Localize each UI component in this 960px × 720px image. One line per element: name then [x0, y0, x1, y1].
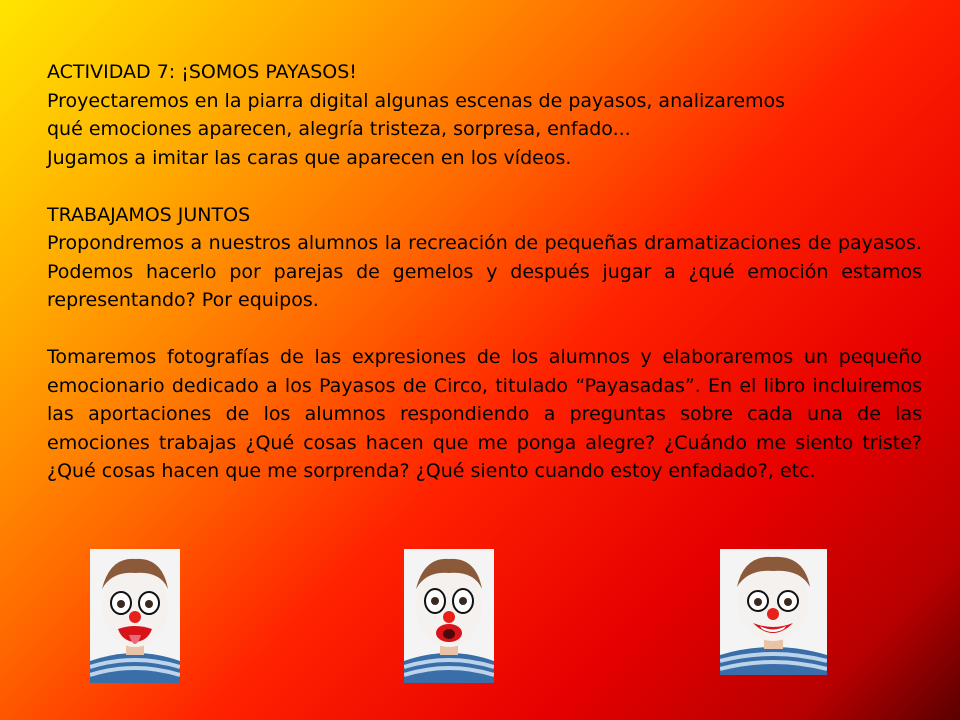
- clown-photo-tongue: [90, 549, 180, 683]
- spacer: [47, 315, 922, 344]
- together-paragraph: Propondremos a nuestros alumnos la recreación de pequeñas dramatizaciones de payasos. Podemos hacerlo por parejas de gemelos y después jugar a ¿qué emoción estamos representando? Por equipos.: [47, 232, 922, 311]
- clown-photo-surprise: [404, 549, 494, 683]
- clown-photo-happy: [720, 549, 827, 675]
- activity-title: ACTIVIDAD 7: ¡SOMOS PAYASOS!: [47, 61, 357, 83]
- spacer: [47, 172, 922, 201]
- activity-line-1: Proyectaremos en la piarra digital algunas escenas de payasos, analizaremos: [47, 89, 786, 112]
- photos-paragraph: Tomaremos fotografías de las expresiones de los alumnos y elaboraremos un pequeño emocionario dedicado a los Payasos de Circo, titulado “Payasadas”. En el libro incluiremos las aportaciones de los alumnos respondiendo a preguntas sobre cada una de las emociones trabajas ¿Qué cosas hacen que me ponga alegre? ¿Cuándo me siento triste? ¿Qué cosas hacen que me sorprenda? ¿Qué siento cuando estoy enfadado?, etc.: [47, 346, 922, 482]
- together-heading: TRABAJAMOS JUNTOS: [47, 203, 251, 226]
- slide-text: [47, 58, 922, 486]
- activity-line-2: qué emociones aparecen, alegría tristeza, sorpresa, enfado...: [47, 118, 631, 140]
- activity-line-3: Jugamos a imitar las caras que aparecen en los vídeos.: [47, 146, 572, 169]
